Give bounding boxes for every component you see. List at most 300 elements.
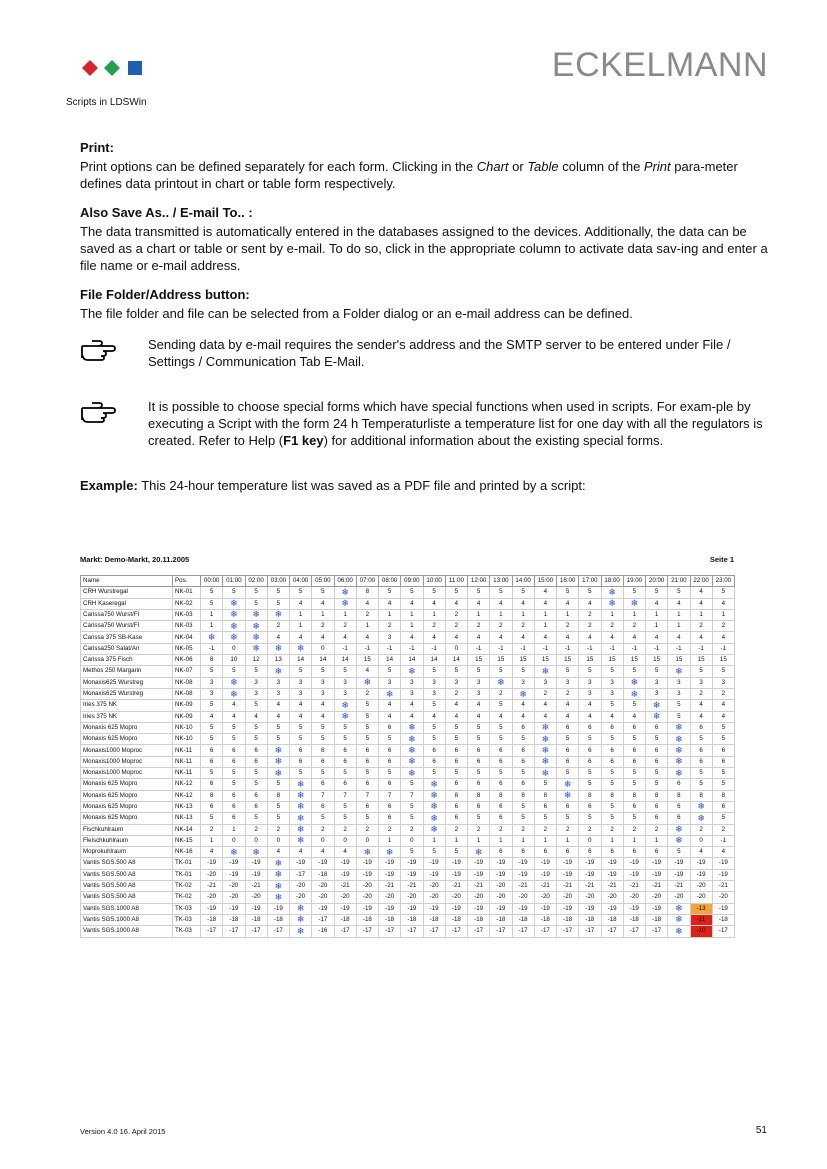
temperature-cell: 6 [290, 756, 312, 767]
temperature-cell: 2 [379, 621, 401, 632]
defrost-icon: ❄ [408, 733, 416, 744]
temperature-cell: 5 [223, 666, 245, 677]
row-position: NK-15 [173, 835, 201, 846]
temperature-cell: 1 [512, 609, 534, 620]
temperature-cell: 4 [223, 711, 245, 722]
temperature-cell: -20 [423, 892, 445, 903]
temperature-cell: 7 [401, 790, 423, 801]
temperature-cell: 5 [401, 587, 423, 598]
defrost-icon: ❄ [675, 767, 683, 778]
table-row [81, 711, 735, 722]
temperature-cell: 4 [379, 700, 401, 711]
temperature-cell: 5 [267, 813, 289, 824]
defrost-icon: ❄ [430, 801, 438, 812]
temperature-cell: 2 [512, 621, 534, 632]
temperature-cell: -19 [579, 858, 601, 869]
temperature-cell: 1 [490, 835, 512, 846]
temperature-list-sheet [80, 555, 734, 938]
row-name: Carissa750 Wurst/FI [81, 621, 173, 632]
temperature-cell: 6 [601, 847, 623, 858]
temperature-cell: -19 [423, 903, 445, 914]
temperature-cell: -19 [512, 903, 534, 914]
temperature-cell: 4 [557, 700, 579, 711]
row-name: CRH Wurstregal [81, 587, 173, 598]
temperature-cell: 6 [245, 801, 267, 812]
temperature-cell: 5 [267, 734, 289, 745]
temperature-cell: 5 [267, 722, 289, 733]
temperature-cell: 6 [356, 779, 378, 790]
temperature-cell: 4 [267, 711, 289, 722]
temperature-cell: 5 [512, 768, 534, 779]
temperature-cell: 4 [712, 711, 734, 722]
temperature-cell: 4 [557, 598, 579, 609]
row-name: Monaxis625 Wurstreg [81, 677, 173, 688]
temperature-cell: -1 [534, 643, 556, 654]
temperature-cell: -19 [512, 858, 534, 869]
defrost-icon: ❄ [541, 722, 550, 733]
note-forms-text: It is possible to choose special forms which have special functions when used in scripts. For exam-ple by executing a Script with the form 24 h Temperaturliste a temperature list for one day with all the regulators is created. Refer to Help (F1 key) for additional information about the existing special forms. [148, 399, 763, 448]
temperature-cell: 5 [379, 768, 401, 779]
column-header: 19:00 [623, 576, 645, 587]
row-name: Carissa250 Salat/An [81, 643, 173, 654]
defrost-icon: ❄ [230, 609, 238, 620]
temperature-cell: 15 [712, 655, 734, 666]
temperature-cell: 15 [512, 655, 534, 666]
temperature-cell: 3 [245, 688, 267, 699]
row-position: NK-12 [173, 790, 201, 801]
table-row [81, 779, 735, 790]
temperature-cell [668, 835, 690, 846]
temperature-cell: 6 [690, 745, 712, 756]
temperature-cell: 1 [668, 609, 690, 620]
temperature-cell: -19 [601, 858, 623, 869]
temperature-cell: 6 [201, 745, 223, 756]
temperature-cell: 15 [690, 655, 712, 666]
temperature-cell: 5 [334, 768, 356, 779]
temperature-cell: 6 [512, 756, 534, 767]
temperature-cell: -19 [223, 858, 245, 869]
temperature-cell: 5 [601, 813, 623, 824]
temperature-cell: 12 [245, 655, 267, 666]
temperature-cell: -19 [557, 903, 579, 914]
temperature-cell: 2 [379, 824, 401, 835]
temperature-cell: 0 [445, 643, 467, 654]
defrost-icon: ❄ [274, 767, 283, 778]
temperature-cell: 6 [712, 745, 734, 756]
temperature-cell: -1 [512, 643, 534, 654]
temperature-cell [401, 734, 423, 745]
temperature-cell: 4 [579, 700, 601, 711]
defrost-icon: ❄ [230, 598, 238, 609]
column-header: 13:00 [490, 576, 512, 587]
temperature-cell: -19 [646, 858, 668, 869]
temperature-cell: 4 [690, 700, 712, 711]
temperature-cell: 14 [334, 655, 356, 666]
temperature-cell: 2 [512, 824, 534, 835]
temperature-cell: 4 [712, 598, 734, 609]
temperature-cell: 5 [267, 801, 289, 812]
defrost-icon: ❄ [341, 586, 349, 597]
row-position: NK-13 [173, 801, 201, 812]
temperature-cell: -20 [623, 892, 645, 903]
temperature-cell: -20 [356, 881, 378, 892]
temperature-cell: -20 [468, 892, 490, 903]
row-position: NK-13 [173, 813, 201, 824]
temperature-cell: -19 [312, 903, 334, 914]
row-position: NK-04 [173, 632, 201, 643]
note-email [80, 336, 770, 370]
temperature-cell: 1 [601, 609, 623, 620]
temperature-cell: 6 [334, 756, 356, 767]
temperature-cell [534, 734, 556, 745]
temperature-cell [245, 643, 267, 654]
footer-version: Version 4.0 16. April 2015 [80, 1127, 166, 1136]
note-forms [80, 398, 770, 449]
defrost-icon: ❄ [675, 925, 683, 936]
temperature-cell: 2 [534, 688, 556, 699]
temperature-cell: 4 [690, 598, 712, 609]
temperature-cell: 5 [267, 598, 289, 609]
temperature-cell: 7 [356, 790, 378, 801]
temperature-cell: -20 [312, 881, 334, 892]
temperature-cell [290, 914, 312, 925]
row-name: Moprokuhlraum [81, 847, 173, 858]
temperature-cell: 5 [712, 666, 734, 677]
temperature-cell: 6 [290, 745, 312, 756]
temperature-cell: 2 [601, 824, 623, 835]
temperature-cell: 5 [490, 666, 512, 677]
temperature-cell: 8 [668, 790, 690, 801]
row-name: Methos 250 Margarin [81, 666, 173, 677]
temperature-cell: 5 [668, 700, 690, 711]
temperature-cell: -17 [401, 926, 423, 937]
temperature-cell: 5 [401, 847, 423, 858]
temperature-cell: -1 [690, 643, 712, 654]
temperature-cell: 4 [445, 632, 467, 643]
temperature-cell: 5 [601, 801, 623, 812]
temperature-cell: 2 [623, 621, 645, 632]
temperature-cell: 5 [245, 813, 267, 824]
temperature-cell [401, 745, 423, 756]
temperature-cell: -20 [668, 892, 690, 903]
temperature-cell: -19 [445, 858, 467, 869]
temperature-cell: 1 [401, 621, 423, 632]
row-position: NK-02 [173, 598, 201, 609]
row-name: Vantis SGS.1000 A8 [81, 914, 173, 925]
temperature-cell: -19 [423, 869, 445, 880]
defrost-icon: ❄ [296, 903, 305, 914]
temperature-cell [690, 801, 712, 812]
temperature-cell: 1 [445, 835, 467, 846]
temperature-cell: 15 [668, 655, 690, 666]
temperature-cell: 2 [712, 824, 734, 835]
temperature-cell: 2 [490, 824, 512, 835]
defrost-icon: ❄ [274, 857, 283, 868]
temperature-cell: 6 [356, 801, 378, 812]
defrost-icon: ❄ [408, 767, 416, 778]
temperature-cell: 5 [379, 587, 401, 598]
temperature-cell: 5 [512, 587, 534, 598]
defrost-icon: ❄ [408, 745, 416, 755]
defrost-icon: ❄ [697, 801, 705, 812]
temperature-cell: 2 [579, 824, 601, 835]
temperature-cell: 1 [201, 609, 223, 620]
temperature-cell: -19 [223, 869, 245, 880]
temperature-cell: -18 [490, 914, 512, 925]
defrost-icon: ❄ [408, 756, 416, 767]
row-position: NK-14 [173, 824, 201, 835]
temperature-cell: -17 [445, 926, 467, 937]
temperature-cell: 1 [668, 621, 690, 632]
temperature-cell: 5 [445, 768, 467, 779]
temperature-cell [290, 790, 312, 801]
table-row [81, 587, 735, 598]
defrost-icon: ❄ [296, 801, 305, 812]
temperature-cell: 8 [646, 790, 668, 801]
temperature-cell: 1 [290, 621, 312, 632]
row-name: Carissa 375 SB-Kase [81, 632, 173, 643]
temperature-cell: 3 [334, 688, 356, 699]
temperature-cell: 2 [334, 824, 356, 835]
defrost-icon: ❄ [652, 711, 661, 722]
temperature-cell: 2 [312, 824, 334, 835]
temperature-cell: -1 [646, 643, 668, 654]
temperature-cell: 4 [468, 632, 490, 643]
row-position: TK-02 [173, 881, 201, 892]
temperature-cell: 5 [690, 768, 712, 779]
temperature-cell: 4 [623, 711, 645, 722]
temperature-cell: 2 [579, 609, 601, 620]
temperature-cell: 5 [490, 734, 512, 745]
temperature-cell: 4 [290, 847, 312, 858]
temperature-cell: 4 [712, 632, 734, 643]
sheet-header [80, 555, 734, 564]
temperature-cell: 3 [379, 677, 401, 688]
temperature-cell: 0 [334, 835, 356, 846]
temperature-cell: 5 [223, 587, 245, 598]
temperature-cell: 2 [646, 824, 668, 835]
temperature-cell [223, 621, 245, 632]
table-row [81, 666, 735, 677]
row-name: Monaxis1000 Moproc [81, 756, 173, 767]
temperature-cell: 4 [334, 632, 356, 643]
temperature-cell [423, 801, 445, 812]
temperature-cell: 0 [267, 835, 289, 846]
temperature-cell: -1 [401, 643, 423, 654]
temperature-cell [356, 847, 378, 858]
table-row [81, 768, 735, 779]
temperature-cell: 6 [223, 745, 245, 756]
row-position: NK-10 [173, 722, 201, 733]
temperature-cell: 5 [423, 700, 445, 711]
eckelmann-logo [80, 57, 150, 79]
temperature-cell: -17 [223, 926, 245, 937]
temperature-cell [267, 745, 289, 756]
temperature-cell: 6 [312, 745, 334, 756]
temperature-cell: 6 [668, 813, 690, 824]
temperature-cell: 4 [579, 711, 601, 722]
temperature-cell: 3 [668, 688, 690, 699]
temperature-cell: 6 [601, 756, 623, 767]
defrost-icon: ❄ [408, 665, 416, 676]
column-header: 01:00 [223, 576, 245, 587]
temperature-cell: 3 [290, 688, 312, 699]
temperature-cell: 5 [223, 722, 245, 733]
column-header: Name [81, 576, 173, 587]
temperature-cell: -1 [334, 643, 356, 654]
temperature-cell: -17 [512, 926, 534, 937]
column-header: 22:00 [690, 576, 712, 587]
temperature-cell: -18 [623, 914, 645, 925]
temperature-cell: 6 [445, 756, 467, 767]
row-name: Fischkuhlraum [81, 824, 173, 835]
temperature-cell: 4 [356, 666, 378, 677]
row-position: NK-11 [173, 745, 201, 756]
row-position: TK-03 [173, 903, 201, 914]
temperature-cell: 4 [356, 632, 378, 643]
temperature-cell: 5 [646, 734, 668, 745]
temperature-cell: 1 [512, 835, 534, 846]
temperature-cell [512, 688, 534, 699]
temperature-cell: 4 [534, 711, 556, 722]
row-name: Monaxis 625 Mopro [81, 722, 173, 733]
temperature-cell: 5 [623, 700, 645, 711]
temperature-cell: 1 [468, 609, 490, 620]
defrost-icon: ❄ [675, 722, 683, 733]
temperature-cell: -18 [334, 914, 356, 925]
temperature-cell [668, 734, 690, 745]
temperature-cell: -19 [379, 858, 401, 869]
temperature-cell: 5 [423, 722, 445, 733]
temperature-cell: 3 [201, 677, 223, 688]
temperature-cell: -13 [690, 903, 712, 914]
temperature-cell [534, 666, 556, 677]
column-header: 14:00 [512, 576, 534, 587]
defrost-icon: ❄ [230, 677, 238, 688]
temperature-cell: 2 [201, 824, 223, 835]
temperature-cell: 5 [312, 768, 334, 779]
table-row [81, 700, 735, 711]
temperature-cell [267, 869, 289, 880]
temperature-cell: 3 [601, 688, 623, 699]
section-body-print: Print options can be defined separately for each form. Clicking in the Chart or Table column of the Print para-meter defines data printout in chart or table form respectively. [80, 159, 738, 191]
temperature-cell: 1 [534, 621, 556, 632]
temperature-cell [245, 609, 267, 620]
temperature-cell: -19 [690, 858, 712, 869]
temperature-cell [379, 688, 401, 699]
row-name: Monaxis 625 Mopro [81, 790, 173, 801]
temperature-cell: 5 [557, 813, 579, 824]
column-header: 17:00 [579, 576, 601, 587]
temperature-cell: 2 [267, 621, 289, 632]
temperature-cell: 6 [201, 779, 223, 790]
temperature-cell: -19 [712, 858, 734, 869]
defrost-icon: ❄ [675, 835, 683, 846]
temperature-cell: 4 [267, 700, 289, 711]
temperature-cell: 4 [512, 598, 534, 609]
temperature-cell: -19 [646, 903, 668, 914]
temperature-cell: 3 [646, 688, 668, 699]
row-position: NK-05 [173, 643, 201, 654]
defrost-icon: ❄ [296, 643, 305, 654]
temperature-cell: -18 [267, 914, 289, 925]
temperature-cell: 5 [690, 779, 712, 790]
defrost-icon: ❄ [341, 699, 349, 710]
temperature-cell: -19 [601, 903, 623, 914]
temperature-cell: 1 [468, 835, 490, 846]
temperature-cell [290, 835, 312, 846]
defrost-icon: ❄ [630, 598, 639, 609]
temperature-cell: -21 [557, 881, 579, 892]
row-name: Vantis SGS.500 A8 [81, 869, 173, 880]
temperature-cell: 3 [267, 677, 289, 688]
temperature-cell: 4 [267, 847, 289, 858]
temperature-cell: -17 [557, 926, 579, 937]
temperature-cell: 6 [490, 745, 512, 756]
temperature-cell: 4 [579, 598, 601, 609]
temperature-cell: -21 [601, 881, 623, 892]
temperature-cell: 3 [267, 688, 289, 699]
temperature-cell: 8 [579, 790, 601, 801]
temperature-cell: -19 [579, 869, 601, 880]
temperature-cell: 6 [245, 790, 267, 801]
temperature-cell: 5 [445, 734, 467, 745]
temperature-cell: 5 [557, 734, 579, 745]
column-header: 02:00 [245, 576, 267, 587]
temperature-cell: -20 [290, 892, 312, 903]
temperature-cell [557, 790, 579, 801]
temperature-cell: 6 [690, 722, 712, 733]
temperature-cell [334, 587, 356, 598]
temperature-cell: 5 [356, 768, 378, 779]
temperature-cell: 5 [490, 587, 512, 598]
temperature-cell: 14 [423, 655, 445, 666]
temperature-cell: 3 [445, 677, 467, 688]
temperature-cell: 2 [534, 824, 556, 835]
temperature-cell: 5 [201, 587, 223, 598]
section-title-folder: File Folder/Address button: [80, 287, 250, 302]
temperature-cell: 6 [512, 847, 534, 858]
temperature-cell: 6 [646, 847, 668, 858]
section-body-folder: The file folder and file can be selected from a Folder dialog or an e-mail address can be defined. [80, 306, 633, 321]
temperature-cell: 5 [379, 734, 401, 745]
temperature-cell: -21 [579, 881, 601, 892]
temperature-cell: 5 [290, 666, 312, 677]
temperature-cell: 5 [356, 711, 378, 722]
temperature-cell: -19 [557, 858, 579, 869]
temperature-cell: 4 [601, 711, 623, 722]
temperature-cell: -19 [201, 858, 223, 869]
temperature-cell: 0 [312, 643, 334, 654]
temperature-cell [356, 677, 378, 688]
temperature-cell: 4 [290, 632, 312, 643]
temperature-cell: 2 [423, 621, 445, 632]
temperature-cell: 1 [646, 835, 668, 846]
defrost-icon: ❄ [274, 756, 283, 767]
temperature-cell: 3 [468, 677, 490, 688]
temperature-cell: 6 [557, 847, 579, 858]
temperature-cell: -19 [646, 869, 668, 880]
temperature-cell: -18 [356, 914, 378, 925]
temperature-cell: 5 [646, 779, 668, 790]
temperature-cell: 5 [201, 768, 223, 779]
temperature-cell: 5 [334, 666, 356, 677]
temperature-cell: 5 [646, 768, 668, 779]
temperature-cell: -20 [579, 892, 601, 903]
defrost-icon: ❄ [675, 665, 683, 676]
temperature-cell: 6 [468, 745, 490, 756]
temperature-cell [668, 745, 690, 756]
